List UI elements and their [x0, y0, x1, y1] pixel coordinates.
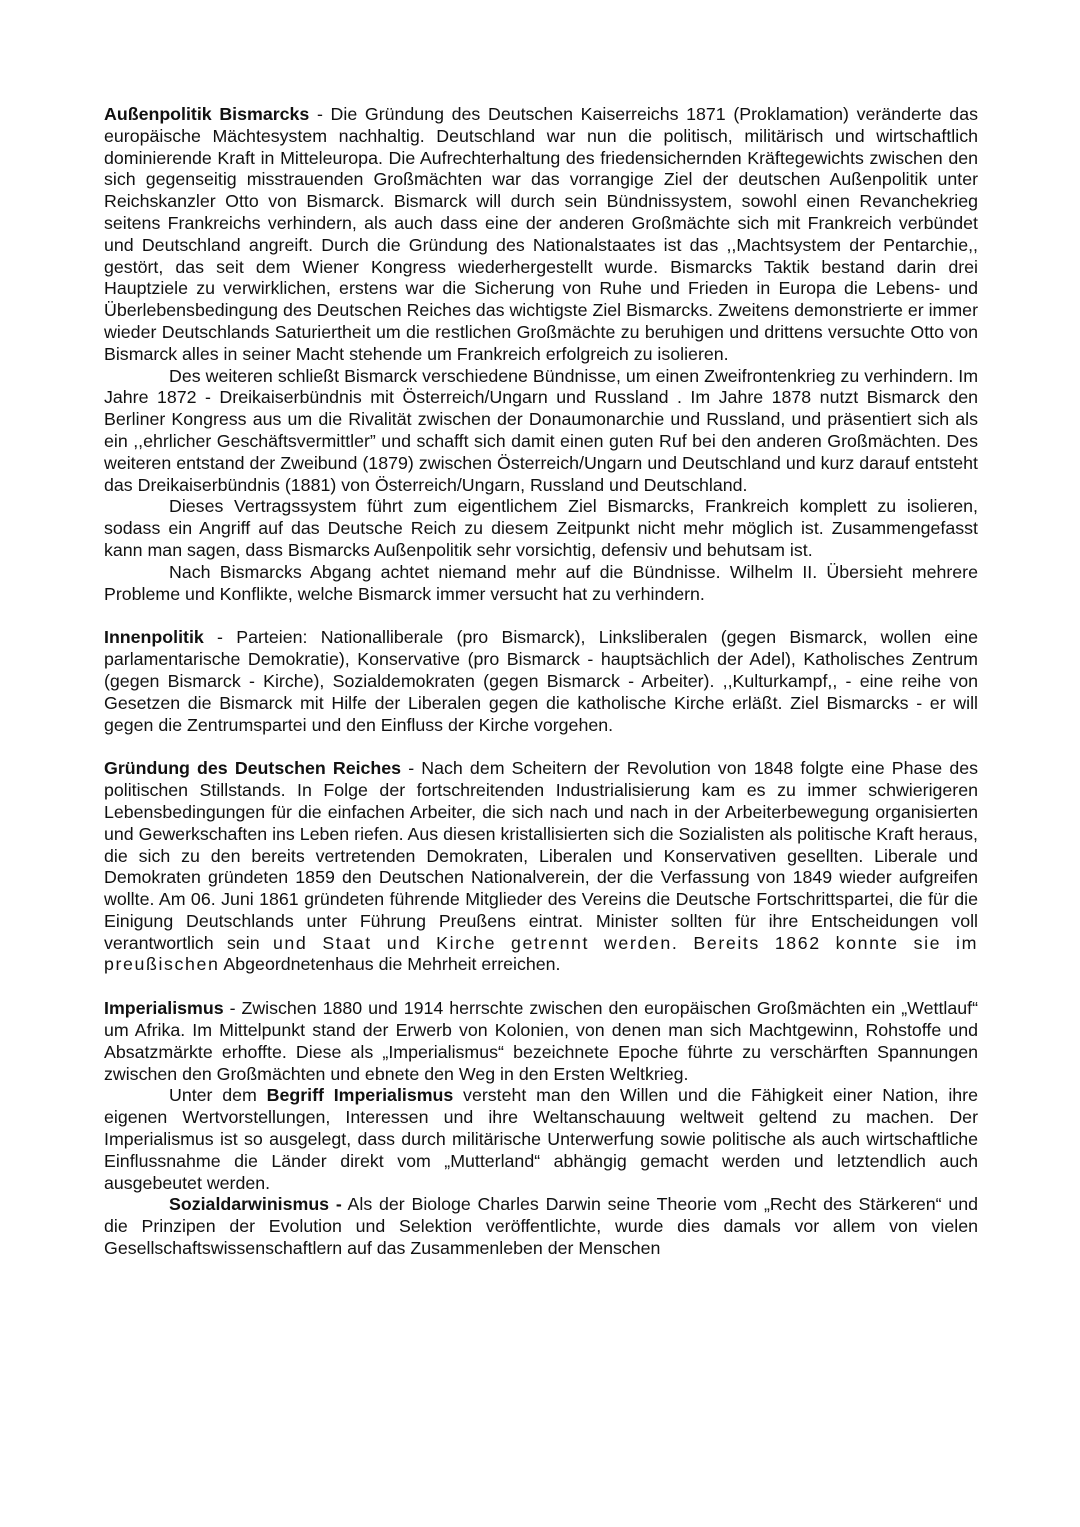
- paragraph-text: Zwischen 1880 und 1914 herrschte zwischen den europäischen Großmächten ein „Wettlauf“ um Afrika. Im Mittelpunkt stand der Erwerb von Kolonien, von denen man sich Machtgewinn, Rohstoffe und Absatzmärkte erhoffte. Diese als „Imperialismus“ bezeichnete Epoche führte zu verschärften Spannungen zwischen den Großmächten und ebnete den Weg in den Ersten Weltkrieg.: [104, 998, 979, 1084]
- document-page: [104, 104, 978, 1282]
- paragraph: Unter dem Begriff Imperialismus versteht man den Willen und die Fähigkeit einer Nation, ihre eigenen Wertvorstellungen, Interessen und ihre Weltanschauung weltweit geltend zu machen. Der Imperialismus ist so ausgelegt, dass durch militärische Unterwerfung sowie politische als auch wirtschaftliche Einflussnahme die Länder direkt vom „Mutterland“ abhängig gemacht werden und letztendlich auch ausgebeutet werden.: [104, 1085, 978, 1193]
- paragraph: Imperialismus - Zwischen 1880 und 1914 herrschte zwischen den europäischen Großmächten ein „Wettlauf“ um Afrika. Im Mittelpunkt stand der Erwerb von Kolonien, von denen man sich Machtgewinn, Rohstoffe und Absatzmärkte erhoffte. Diese als „Imperialismus“ bezeichnete Epoche führte zu verschärften Spannungen zwischen den Großmächten und ebnete den Weg in den Ersten Weltkrieg.: [104, 998, 979, 1084]
- term-highlight: Begriff Imperialismus: [266, 1085, 454, 1106]
- section-heading: Außenpolitik Bismarcks: [104, 104, 310, 124]
- paragraph-text: Nach dem Scheitern der Revolution von 1848 folgte eine Phase des politischen Stillstands. In Folge der fortschreitenden Industrialisierung kam es zu immer schwierigeren Lebensbedingungen für die einfachen Arbeiter, die sich nach und nach in der Arbeiterbewegung organisierten und Gewerkschaften ins Leben riefen. Aus diesen kristallisierten sich die Sozialisten als politische Kraft heraus, die sich zu den bereits vertretenden Demokraten, Liberalen und Konservativen gesellten. Liberale und Demokraten gründeten 1859 den Deutschen Nationalverein, der die Verfassung von 1849 wieder aufgreifen wollte. Am 06. Juni 1861 gründeten führende Mitglieder des Vereins die Deutsche Fortschrittspartei, die für die Einigung Deutschlands unter Führung Preußens eintrat. Minister sollten für ihre Entscheidungen voll verantwortlich sein: [104, 758, 978, 953]
- paragraph: Innenpolitik - Parteien: Nationalliberale (pro Bismarck), Linksliberalen (gegen Bismarck, wollen eine parlamentarische Demokratie), Konservative (pro Bismarck - hauptsächlich der Adel), Katholisches Zentrum (gegen Bismarck - Kirche), Sozialdemokraten (gegen Bismarck - Arbeiter). ,,Kulturkampf,, - eine reihe von Gesetzen die Bismarck mit Hilfe der Liberalen gegen die katholische Kirche erläßt. Ziel Bismarcks - er will gegen die Zentrumspartei und den Einfluss der Kirche vorgehen.: [104, 627, 978, 735]
- section-imperialismus: [104, 998, 978, 1260]
- paragraph: Sozialdarwinismus - Als der Biologe Charles Darwin seine Theorie vom „Recht des Stärkeren“ und die Prinzipen der Evolution und Selektion veröffentlichte, wurde dies damals vor allem von vielen Gesellschaftswissenschaftlern auf das Zusammenleben der Menschen: [104, 1194, 978, 1259]
- paragraph-text-spaced: und Staat und Kirche getrennt werden. Bereits 1862 konnte sie im preußischen: [104, 932, 978, 975]
- term-highlight: Sozialdarwinismus -: [169, 1194, 342, 1215]
- section-heading: Gründung des Deutschen Reiches: [104, 758, 402, 779]
- paragraph: Nach Bismarcks Abgang achtet niemand mehr auf die Bündnisse. Wilhelm II. Übersieht mehrere Probleme und Konflikte, welche Bismarck immer versucht hat zu verhindern.: [104, 561, 978, 604]
- paragraph: Außenpolitik Bismarcks - Die Gründung des Deutschen Kaiserreichs 1871 (Proklamation) veränderte das europäische Mächtesystem nachhaltig. Deutschland war nun die politisch, militärisch und wirtschaftlich dominierende Kraft in Mitteleuropa. Die Aufrechterhaltung des friedensichernden Kräftegewichts zwischen den sich gegenseitig misstrauenden Großmächten war das vorrangige Ziel der deutschen Außenpolitik unter Reichskanzler Otto von Bismarck. Bismarck will durch sein Bündnissystem, sowohl einen Revanchekrieg seitens Frankreichs verhindern, als auch dass eine der anderen Großmächte sich mit Frankreich verbündet und Deutschland angreift. Durch die Gründung des Nationalstaates ist das ,,Machtsystem der Pentarchie,, gestört, das seit dem Wiener Kongress wiederhergestellt wurde. Bismarcks Taktik bestand darin drei Hauptziele zu verwirklichen, erstens war die Sicherung von Ruhe und Frieden in Europa die Lebens- und Überlebensbedingung des Deutschen Reiches das wichtigste Ziel Bismarcks. Zweitens demonstrierte er immer wieder Deutschlands Saturiertheit um die restlichen Großmächte zu beruhigen und drittens versuchte Otto von Bismarck alles in seiner Macht stehende um Frankreich erfolgreich zu isolieren.: [104, 104, 978, 364]
- paragraph: Des weiteren schließt Bismarck verschiedene Bündnisse, um einen Zweifrontenkrieg zu verhindern. Im Jahre 1872 - Dreikaiserbündnis mit Österreich/Ungarn und Russland . Im Jahre 1878 nutzt Bismarck den Berliner Kongress aus um die Rivalität zwischen der Donaumonarchie und Russland, und präsentiert sich als ein ,,ehrlicher Geschäftsvermittler” und schafft sich damit einen guten Ruf bei den anderen Großmächten. Des weiteren entstand der Zweibund (1879) zwischen Österreich/Ungarn und Deutschland und kurz darauf entsteht das Dreikaiserbündnis (1881) von Österreich/Ungarn, Russland und Deutschland.: [104, 365, 978, 495]
- section-gruendung: [104, 758, 978, 976]
- section-heading: Imperialismus: [104, 998, 224, 1019]
- paragraph: Gründung des Deutschen Reiches - Nach dem Scheitern der Revolution von 1848 folgte eine Phase des politischen Stillstands. In Folge der fortschreitenden Industrialisierung kam es zu immer schwierigeren Lebensbedingungen für die einfachen Arbeiter, die sich nach und nach in der Arbeiterbewegung organisierten und Gewerkschaften ins Leben riefen. Aus diesen kristallisierten sich die Sozialisten als politische Kraft heraus, die sich zu den bereits vertretenden Demokraten, Liberalen und Konservativen gesellten. Liberale und Demokraten gründeten 1859 den Deutschen Nationalverein, der die Verfassung von 1849 wieder aufgreifen wollte. Am 06. Juni 1861 gründeten führende Mitglieder des Vereins die Deutsche Fortschrittspartei, die für die Einigung Deutschlands unter Führung Preußens eintrat. Minister sollten für ihre Entscheidungen voll verantwortlich sein und Staat und Kirche getrennt werden. Bereits 1862 konnte sie im preußischen Abgeordnetenhaus die Mehrheit erreichen.: [104, 758, 978, 975]
- section-heading: Innenpolitik: [104, 627, 204, 648]
- paragraph-text: Abgeordnetenhaus die Mehrheit erreichen.: [219, 954, 561, 975]
- paragraph: Dieses Vertragssystem führt zum eigentlichem Ziel Bismarcks, Frankreich komplett zu isolieren, sodass ein Angriff auf das Deutsche Reich zu diesem Zeitpunkt nicht mehr möglich ist. Zusammengefasst kann man sagen, dass Bismarcks Außenpolitik sehr vorsichtig, defensiv und behutsam ist.: [104, 496, 978, 560]
- paragraph-text: Die Gründung des Deutschen Kaiserreichs 1871 (Proklamation) veränderte das europäische Mächtesystem nachhaltig. Deutschland war nun die politisch, militärisch und wirtschaftlich dominierende Kraft in Mitteleuropa. Die Aufrechterhaltung des friedensichernden Kräftegewichts zwischen den sich gegenseitig misstrauenden Großmächten war das vorrangige Ziel der deutschen Außenpolitik unter Reichskanzler Otto von Bismarck. Bismarck will durch sein Bündnissystem, sowohl einen Revanchekrieg seitens Frankreichs verhindern, als auch dass eine der anderen Großmächte sich mit Frankreich verbündet und Deutschland angreift. Durch die Gründung des Nationalstaates ist das ,,Machtsystem der Pentarchie,, gestört, das seit dem Wiener Kongress wiederhergestellt wurde. Bismarcks Taktik bestand darin drei Hauptziele zu verwirklichen, erstens war die Sicherung von Ruhe und Frieden in Europa die Lebens- und Überlebensbedingung des Deutschen Reiches das wichtigste Ziel Bismarcks. Zweitens demonstrierte er immer wieder Deutschlands Saturiertheit um die restlichen Großmächte zu beruhigen und drittens versuchte Otto von Bismarck alles in seiner Macht stehende um Frankreich erfolgreich zu isolieren.: [104, 104, 978, 364]
- section-innenpolitik: [104, 627, 978, 736]
- paragraph-text: Parteien: Nationalliberale (pro Bismarck), Linksliberalen (gegen Bismarck, wollen eine parlamentarische Demokratie), Konservative (pro Bismarck - hauptsächlich der Adel), Katholisches Zentrum (gegen Bismarck - Kirche), Sozialdemokraten (gegen Bismarck - Arbeiter). ,,Kulturkampf,, - eine reihe von Gesetzen die Bismarck mit Hilfe der Liberalen gegen die katholische Kirche erläßt. Ziel Bismarcks - er will gegen die Zentrumspartei und den Einfluss der Kirche vorgehen.: [104, 627, 978, 735]
- section-aussenpolitik: [104, 104, 978, 605]
